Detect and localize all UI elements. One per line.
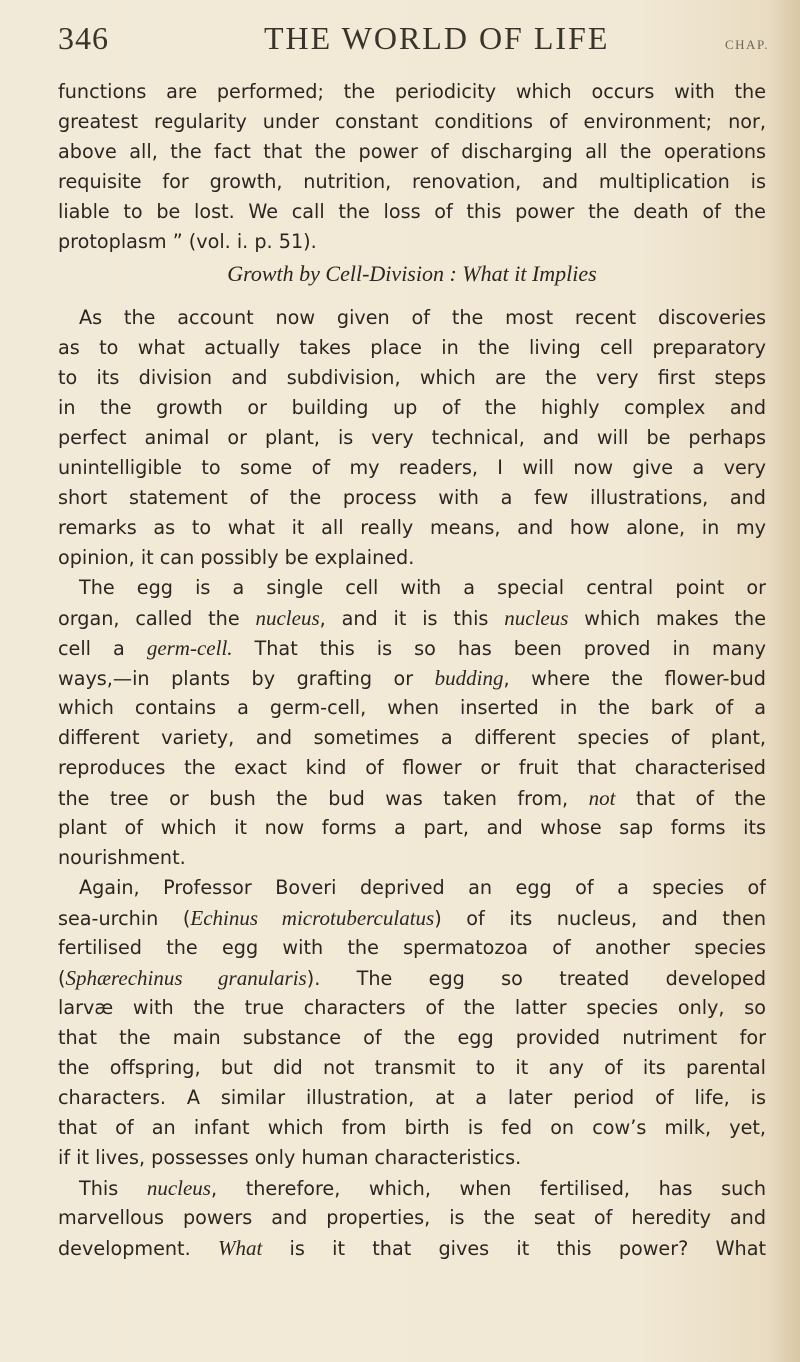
text-line	[58, 903, 766, 933]
text-line: in the growth or building up of the highly complex and	[58, 396, 766, 419]
text-line: that the main substance of the egg provided nutriment for	[58, 1026, 766, 1049]
text-line: plant of which it now forms a part, and whose sap forms its	[58, 816, 766, 839]
text-run: development.	[58, 1237, 218, 1260]
text-run: that of the	[615, 787, 766, 810]
text-run: , therefore, which, when fertilised, has such	[210, 1177, 766, 1200]
italic-term: Echinus microtuberculatus	[190, 906, 435, 930]
text-line: liable to be lost. We call the loss of this power the death of the	[58, 200, 766, 223]
text-line	[58, 1173, 766, 1203]
text-line: requisite for growth, nutrition, renovation, and multiplication is	[58, 170, 766, 193]
text-line: protoplasm ” (vol. i. p. 51).	[58, 230, 317, 253]
text-run: That this is so has been proved in many	[232, 637, 766, 660]
text-line: unintelligible to some of my readers, I will now give a very	[58, 456, 766, 479]
text-line: as to what actually takes place in the living cell preparatory	[58, 336, 766, 359]
text-line: different variety, and sometimes a different species of plant,	[58, 726, 766, 749]
text-line: marvellous powers and properties, is the seat of heredity and	[58, 1206, 766, 1229]
italic-term: nucleus	[504, 606, 569, 630]
text-line	[58, 603, 766, 633]
chapter-mark: CHAP.	[725, 37, 769, 52]
text-line: perfect animal or plant, is very technical, and will be perhaps	[58, 426, 766, 449]
italic-term: nucleus	[146, 1176, 211, 1200]
text-run: organ, called the	[58, 607, 256, 630]
page-header	[58, 20, 768, 70]
text-run: which makes the	[568, 607, 766, 630]
italic-term: not	[588, 786, 616, 810]
text-line	[58, 963, 766, 993]
body-text	[58, 303, 766, 1263]
text-line: reproduces the exact kind of flower or fruit that characterised	[58, 756, 766, 779]
text-line: fertilised the egg with the spermatozoa of another species	[58, 936, 766, 959]
italic-term: What	[217, 1236, 263, 1260]
text-line: remarks as to what it all really means, and how alone, in my	[58, 516, 766, 539]
text-run: ). The egg so treated developed	[306, 967, 766, 990]
italic-term: germ-cell.	[146, 636, 233, 660]
text-run: ways,—in plants by grafting or	[58, 667, 435, 690]
text-run: is it that gives it this power? What	[262, 1237, 766, 1260]
text-line	[58, 1233, 766, 1263]
running-title: THE WORLD OF LIFE	[264, 20, 610, 56]
text-line: short statement of the process with a few illustrations, and	[58, 486, 766, 509]
text-line: As the account now given of the most recent discoveries	[79, 306, 766, 329]
section-heading: Growth by Cell-Division : What it Implies	[227, 261, 597, 286]
text-line: if it lives, possesses only human characteristics.	[58, 1146, 522, 1169]
text-line: characters. A similar illustration, at a later period of life, is	[58, 1086, 766, 1109]
text-line	[58, 783, 766, 813]
text-line: The egg is a single cell with a special central point or	[79, 576, 766, 599]
text-line: greatest regularity under constant conditions of environment; nor,	[58, 110, 766, 133]
text-line: nourishment.	[58, 846, 186, 869]
text-run: This	[79, 1177, 147, 1200]
paragraph-continued	[58, 77, 766, 257]
text-line: to its division and subdivision, which are the very first steps	[58, 366, 766, 389]
text-line: that of an infant which from birth is fed on cow’s milk, yet,	[58, 1116, 766, 1139]
text-line: opinion, it can possibly be explained.	[58, 546, 415, 569]
text-run: the tree or bush the bud was taken from,	[58, 787, 589, 810]
page-number: 346	[58, 20, 109, 56]
text-run: sea-urchin (	[58, 907, 191, 930]
text-line: above all, the fact that the power of discharging all the operations	[58, 140, 766, 163]
text-line: larvæ with the true characters of the latter species only, so	[58, 996, 766, 1019]
text-line: the offspring, but did not transmit to it any of its parental	[58, 1056, 766, 1079]
text-line	[58, 663, 766, 693]
text-run: ) of its nucleus, and then	[434, 907, 766, 930]
text-run: (	[58, 967, 66, 990]
italic-term: Sphærechinus granularis	[65, 966, 307, 990]
text-line: functions are performed; the periodicity which occurs with the	[58, 80, 766, 103]
text-line: which contains a germ-cell, when inserted in the bark of a	[58, 696, 766, 719]
text-run: cell a	[58, 637, 147, 660]
text-line: Again, Professor Boveri deprived an egg of a species of	[79, 876, 766, 899]
text-run: , and it is this	[319, 607, 505, 630]
italic-term: nucleus	[255, 606, 320, 630]
text-run: , where the flower-bud	[503, 667, 766, 690]
italic-term: budding	[434, 666, 504, 690]
text-line	[58, 633, 766, 663]
